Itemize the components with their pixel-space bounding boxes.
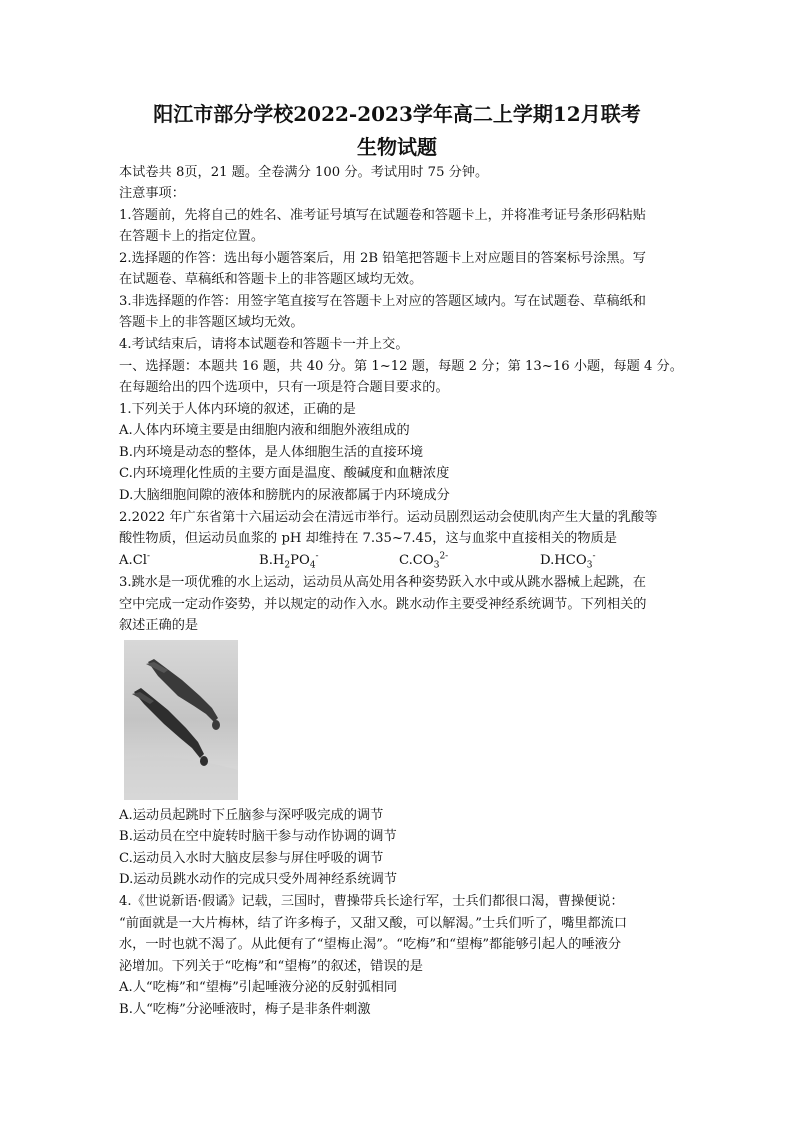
- question-3-option-a: A.运动员起跳时下丘脑参与深呼吸完成的调节: [119, 808, 384, 823]
- question-3-stem: 叙述正确的是: [119, 618, 199, 633]
- question-4-option-a: A.人“吃梅”和“望梅”引起唾液分泌的反射弧相同: [119, 980, 398, 995]
- question-3-option-d: D.运动员跳水动作的完成只受外周神经系统调节: [119, 872, 398, 887]
- page-title: 阳江市部分学校2022-2023学年高二上学期12月联考: [153, 102, 641, 126]
- question-1-option-b: B.内环境是动态的整体，是人体细胞生活的直接环境: [119, 445, 424, 460]
- notice-line: 3.非选择题的作答：用签字笔直接写在答题卡上对应的答题区域内。写在试题卷、草稿纸和: [119, 294, 646, 309]
- notice-heading: 注意事项：: [119, 186, 185, 201]
- question-2-option-d: $D.HCO_3^-$: [540, 551, 596, 571]
- notice-line: 1.答题前，先将自己的姓名、准考证号填写在试题卷和答题卡上，并将准考证号条形码粘贴: [119, 208, 646, 223]
- synchronized-divers-photo: [124, 640, 238, 800]
- question-2-option-a: A.Cl-: [119, 551, 151, 568]
- question-4-stem: 4.《世说新语·假谲》记载，三国时，曹操带兵长途行军，士兵们都很口渴，曹操便说：: [119, 894, 624, 909]
- notice-line: 在答题卡上的指定位置。: [119, 229, 265, 244]
- question-4-stem: 水，一时也就不渴了。从此便有了“望梅止渴”。“吃梅”和“望梅”都能够引起人的唾液分: [119, 937, 622, 952]
- question-3-option-c: C.运动员入水时大脑皮层参与屏住呼吸的调节: [119, 851, 384, 866]
- question-4-option-b: B.人“吃梅”分泌唾液时，梅子是非条件刺激: [119, 1002, 371, 1017]
- question-1-option-c: C.内环境理化性质的主要方面是温度、酸碱度和血糖浓度: [119, 466, 450, 481]
- question-3-stem: 3.跳水是一项优雅的水上运动，运动员从高处用各种姿势跃入水中或从跳水器械上起跳，在: [119, 575, 646, 590]
- section-header: 在每题给出的四个选项中，只有一项是符合题目要求的。: [119, 380, 449, 395]
- question-3-option-b: B.运动员在空中旋转时脑干参与动作协调的调节: [119, 829, 397, 844]
- question-1-option-a: A.人体内环境主要是由细胞内液和细胞外液组成的: [119, 423, 410, 438]
- question-4-stem: 泌增加。下列关于“吃梅”和“望梅”的叙述，错误的是: [119, 959, 423, 974]
- question-4-stem: “前面就是一大片梅林，结了许多梅子，又甜又酸，可以解渴。”士兵们听了，嘴里都流口: [119, 916, 628, 931]
- question-2-stem: 酸性物质，但运动员血浆的 pH 却维持在 7.35~7.45，这与血浆中直接相关的物质是: [119, 531, 617, 546]
- question-2-option-b: $B.H_2PO_4^-$: [259, 551, 319, 571]
- notice-line: 2.选择题的作答：选出每小题答案后，用 2B 铅笔把答题卡上对应题目的答案标号涂黑。写: [119, 251, 646, 266]
- exam-info: 本试卷共 8页，21 题。全卷满分 100 分。考试用时 75 分钟。: [119, 165, 489, 180]
- section-header: 一、选择题：本题共 16 题，共 40 分。第 1~12 题，每题 2 分；第 13~16 小题，每题 4 分。: [119, 359, 683, 374]
- page-subtitle: 生物试题: [357, 135, 437, 159]
- question-1-option-d: D.大脑细胞间隙的液体和膀胱内的尿液都属于内环境成分: [119, 488, 450, 503]
- question-2-stem: 2.2022 年广东省第十六届运动会在清远市举行。运动员剧烈运动会使肌肉产生大量的乳酸等: [119, 510, 658, 525]
- notice-line: 答题卡上的非答题区域均无效。: [119, 315, 304, 330]
- question-2-option-c: $C.CO_3^{2-}$: [399, 551, 449, 571]
- question-3-stem: 空中完成一定动作姿势，并以规定的动作入水。跳水动作主要受神经系统调节。下列相关的: [119, 597, 647, 612]
- notice-line: 4.考试结束后，请将本试题卷和答题卡一并上交。: [119, 337, 409, 352]
- notice-line: 在试题卷、草稿纸和答题卡上的非答题区域均无效。: [119, 272, 423, 287]
- question-1-stem: 1.下列关于人体内环境的叙述，正确的是: [119, 402, 356, 417]
